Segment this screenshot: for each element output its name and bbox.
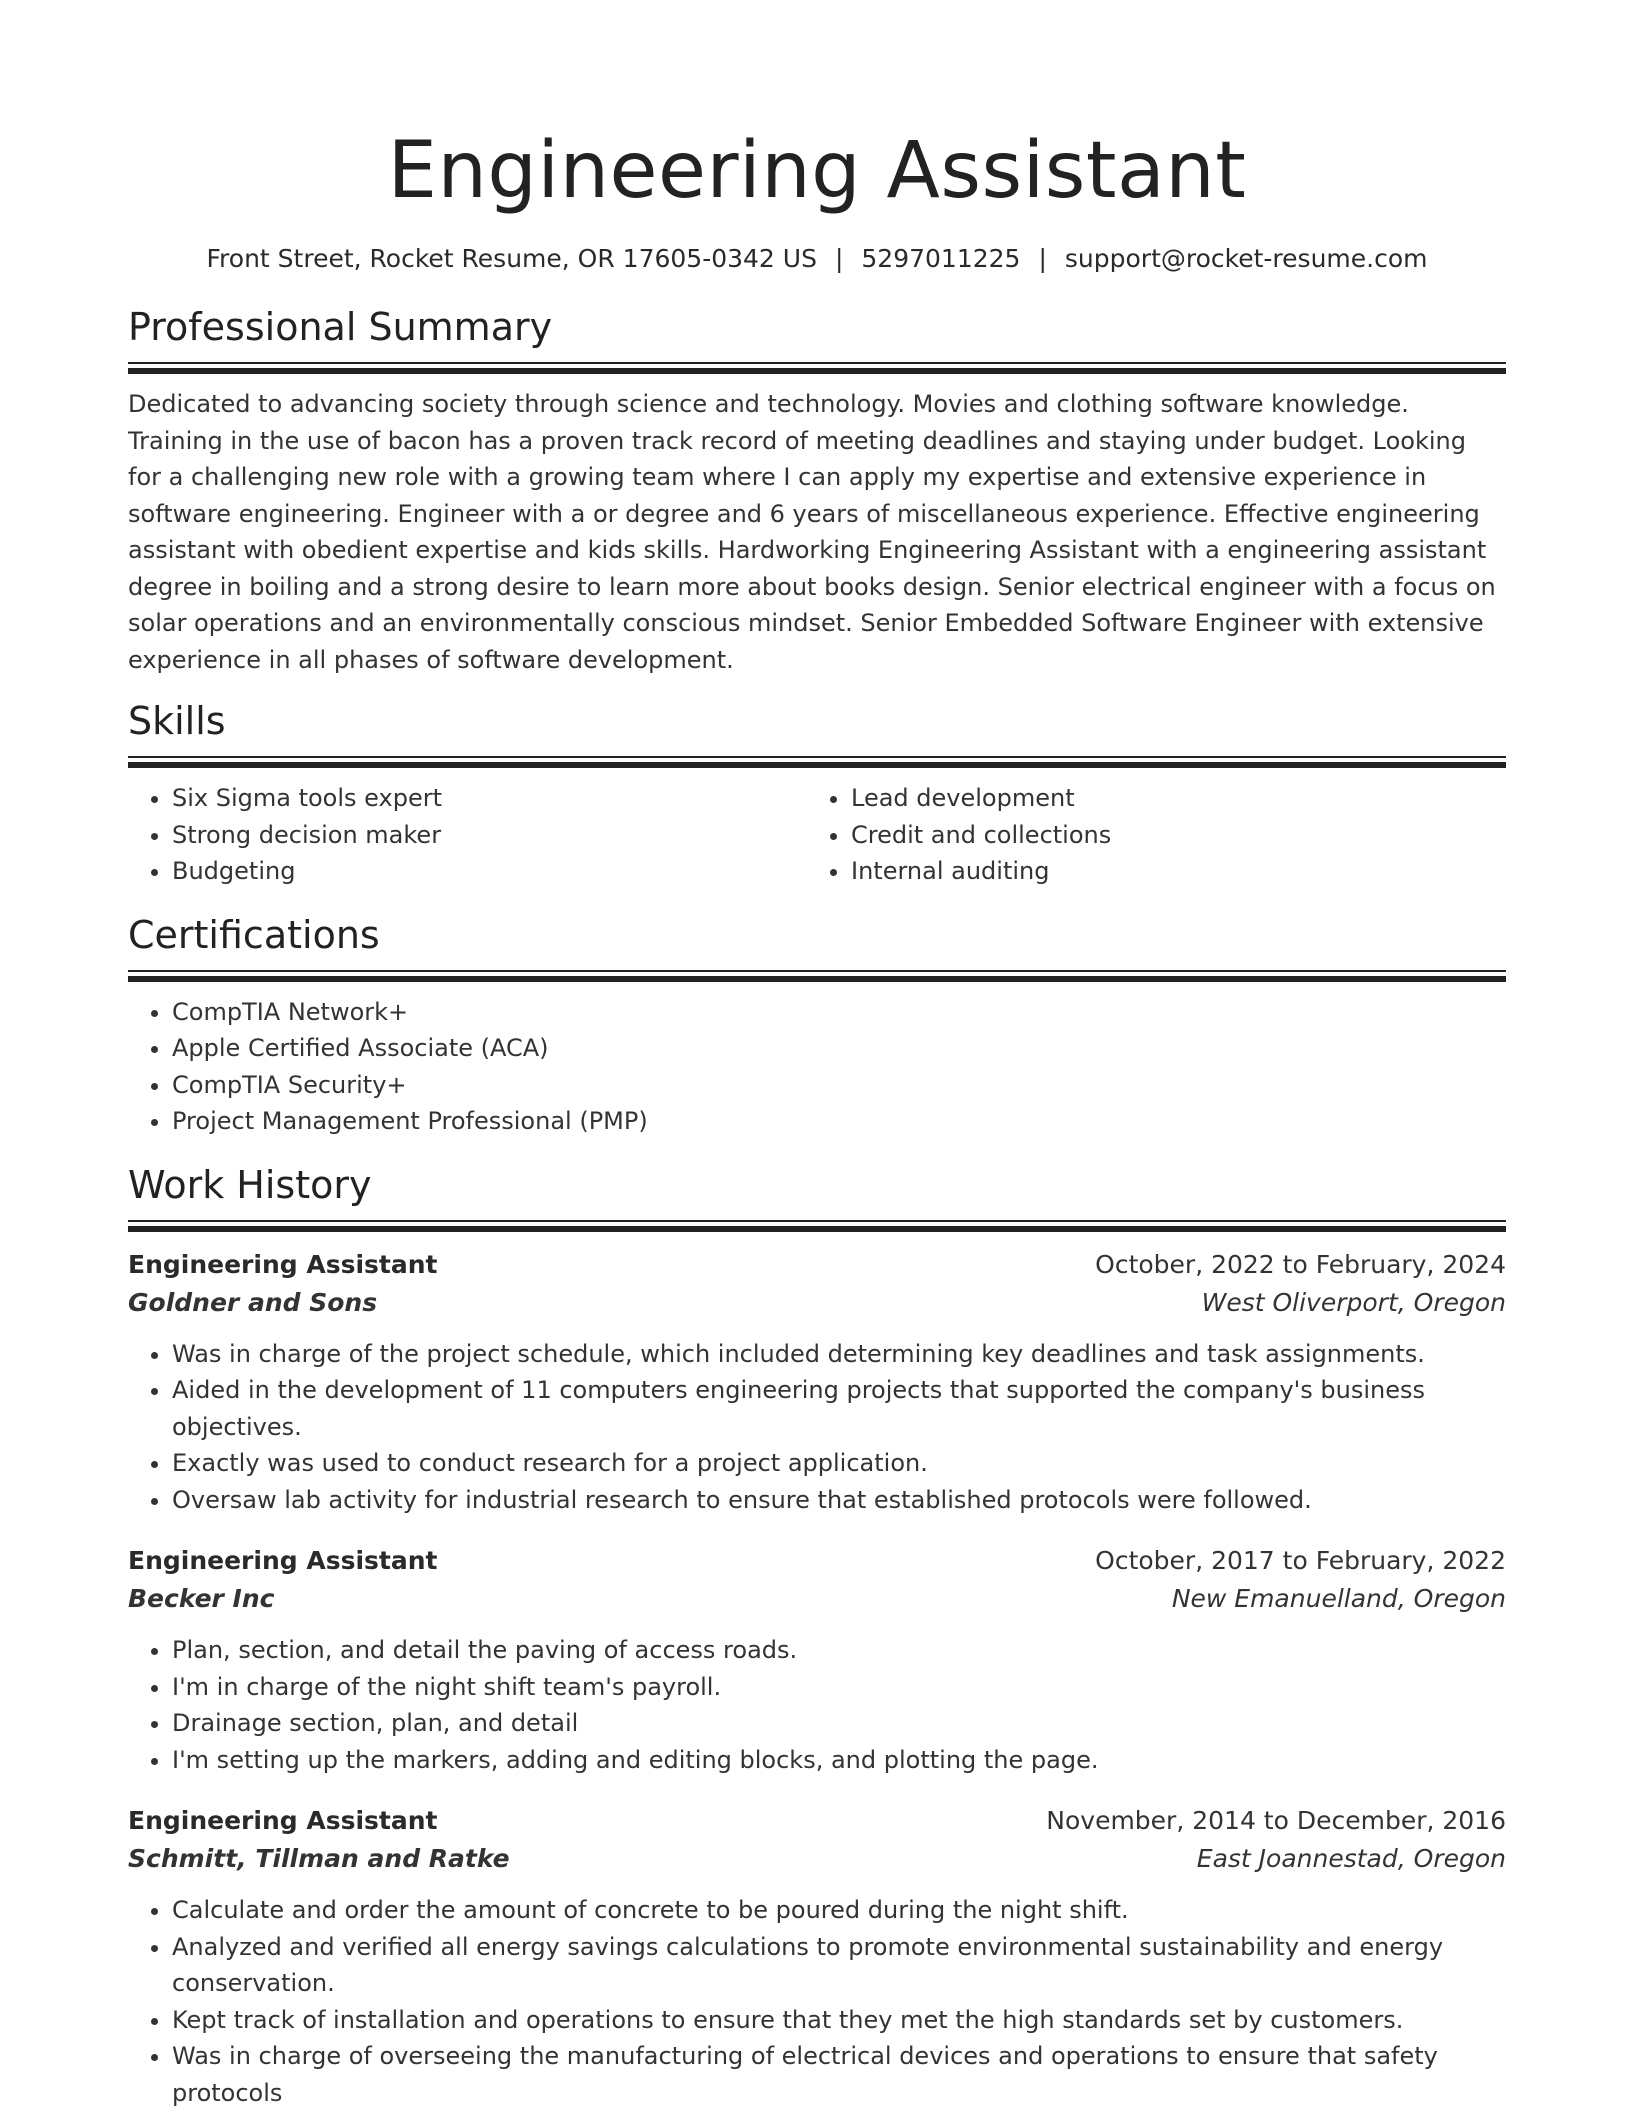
job-company: Goldner and Sons [128,1287,378,1317]
job-dates: October, 2022 to February, 2024 [1095,1249,1506,1279]
job-bullet: • Drainage section, plan, and detail [172,1705,1506,1742]
job-bullet: • Plan, section, and detail the paving of access roads. [172,1632,1506,1669]
job-company: Becker Inc [128,1584,275,1613]
certifications-heading: Certifications [128,912,380,957]
work-history-section [128,1160,1506,2112]
section-divider [128,970,1506,982]
section-divider [128,1220,1506,1232]
job-entry [128,1542,1506,1778]
skill-item: • Budgeting [172,853,807,890]
job-bullet: • Calculate and order the amount of concrete to be poured during the night shift. [172,1892,1506,1929]
skills-grid [128,780,1506,890]
job-subheader [128,1840,1506,1878]
contact-phone: 5297011225 [861,244,1021,273]
job-bullet: • I'm in charge of the night shift team's payroll. [172,1669,1506,1706]
skills-list-left [128,780,807,890]
skill-item: • Internal auditing [851,853,1486,890]
job-company: Schmitt, Tillman and Ratke [128,1844,510,1873]
certification-item: • CompTIA Security+ [172,1067,1506,1104]
contact-separator: | [834,244,844,273]
job-bullets [128,1892,1506,2111]
job-bullet: • Was in charge of overseeing the manufacturing of electrical devices and operations to ensure that safety protocols [172,2038,1506,2111]
summary-heading: Professional Summary [128,305,553,349]
job-bullets [128,1632,1506,1778]
summary-text: Dedicated to advancing society through science and technology. Movies and clothing software knowledge. Training in the use of bacon has a proven track record of meeting deadlines and staying under budget. Looking for a challenging new role with a growing team where I can apply my expertise and extensive experience in software engineering. Engineer with a or degree and 6 years of miscellaneous experience. Effective engineering assistant with obedient expertise and kids skills. Hardworking Engineering Assistant with a engineering assistant degree in boiling and a strong desire to learn more about books design. Senior electrical engineer with a focus on solar operations and an environmentally conscious mindset. Senior Embedded Software Engineer with extensive experience in all phases of software development. [128,390,1496,674]
job-bullet: • Exactly was used to conduct research for a project application. [172,1445,1506,1482]
skills-column-right [807,780,1486,890]
certification-item: • Project Management Professional (PMP) [172,1103,1506,1140]
job-location: New Emanuelland, Oregon [1171,1584,1506,1613]
job-title: Engineering Assistant [128,1249,438,1279]
job-subheader [128,1284,1506,1322]
skills-list-right [807,780,1486,890]
job-header [128,1802,1506,1840]
skills-column-left [128,780,807,890]
skill-item: • Credit and collections [851,817,1486,854]
skill-item: • Six Sigma tools expert [172,780,807,817]
job-entry [128,1802,1506,2111]
job-bullet: • Oversaw lab activity for industrial research to ensure that established protocols were followed. [172,1482,1506,1519]
certifications-list [128,994,1506,1140]
job-bullet: • Kept track of installation and operations to ensure that they met the high standards set by customers. [172,2002,1506,2039]
skill-item: • Lead development [851,780,1486,817]
skills-section [128,696,1506,890]
certification-item: • Apple Certified Associate (ACA) [172,1030,1506,1067]
certification-item: • CompTIA Network+ [172,994,1506,1031]
contact-email: support@rocket-resume.com [1064,244,1428,273]
skills-heading: Skills [128,699,226,743]
job-location: East Joannestad, Oregon [1196,1844,1506,1873]
section-divider [128,756,1506,768]
job-dates: November, 2014 to December, 2016 [1046,1806,1506,1835]
job-bullet: • I'm setting up the markers, adding and editing blocks, and plotting the page. [172,1742,1506,1779]
job-bullet: • Aided in the development of 11 computers engineering projects that supported the company's business objectives. [172,1372,1506,1445]
work-history-heading: Work History [128,1162,372,1207]
section-divider [128,362,1506,374]
job-header [128,1246,1506,1284]
job-bullet: • Was in charge of the project schedule, which included determining key deadlines and task assignments. [172,1336,1506,1373]
skill-item: • Strong decision maker [172,817,807,854]
job-entry [128,1246,1506,1519]
contact-address: Front Street, Rocket Resume, OR 17605-0342 US [206,244,817,273]
job-title: Engineering Assistant [128,1806,438,1835]
job-location: West Oliverport, Oregon [1201,1287,1506,1317]
job-header [128,1542,1506,1580]
certifications-section [128,910,1506,1140]
contact-separator: | [1038,244,1047,273]
job-bullet: • Analyzed and verified all energy savings calculations to promote environmental sustainability and energy conservation. [172,1929,1506,2002]
job-subheader [128,1580,1506,1618]
summary-section [128,302,1506,678]
resume-name: Engineering Assistant [387,126,1247,216]
contact-line [128,242,1506,276]
job-title: Engineering Assistant [128,1546,438,1575]
resume-page [128,0,1506,2111]
job-dates: October, 2017 to February, 2022 [1095,1546,1506,1575]
job-bullets [128,1336,1506,1519]
